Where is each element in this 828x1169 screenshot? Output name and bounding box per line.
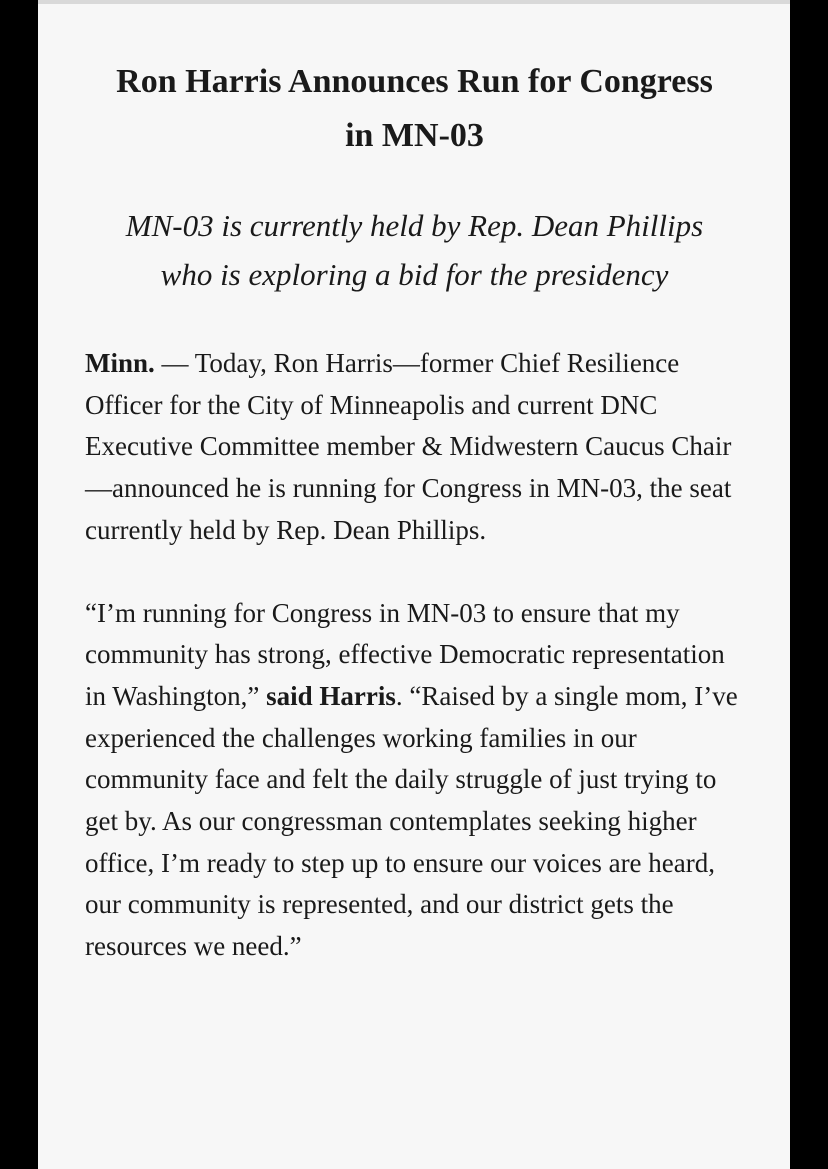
top-edge bbox=[38, 0, 790, 4]
headline: Ron Harris Announces Run for Congress in MN-03 bbox=[116, 63, 713, 154]
press-release-page bbox=[38, 0, 790, 1169]
quote-part-1: “I’m running for Congress in MN-03 to ensure that my community has strong, effective Democratic representation in Washington,” bbox=[85, 597, 725, 711]
paragraph-intro bbox=[85, 343, 744, 552]
quote-attribution: said Harris bbox=[266, 680, 396, 711]
quote-part-2: . “Raised by a single mom, I’ve experienced the challenges working families in our community face and felt the daily struggle of just trying to get by. As our congressman contemplates seeking higher office, I’m ready to step up to ensure our voices are heard, our community is represented, and our district gets the resources we need.” bbox=[85, 680, 738, 962]
paragraph-quote bbox=[85, 593, 744, 968]
dateline: Minn. bbox=[85, 348, 155, 378]
subheadline: MN-03 is currently held by Rep. Dean Phillips who is exploring a bid for the presidency bbox=[125, 208, 704, 292]
intro-text: — Today, Ron Harris—former Chief Resilience Officer for the City of Minneapolis and current DNC Executive Committee member & Midwestern Caucus Chair—announced he is running for Congress in MN-03, the seat currently held by Rep. Dean Phillips. bbox=[85, 348, 732, 545]
